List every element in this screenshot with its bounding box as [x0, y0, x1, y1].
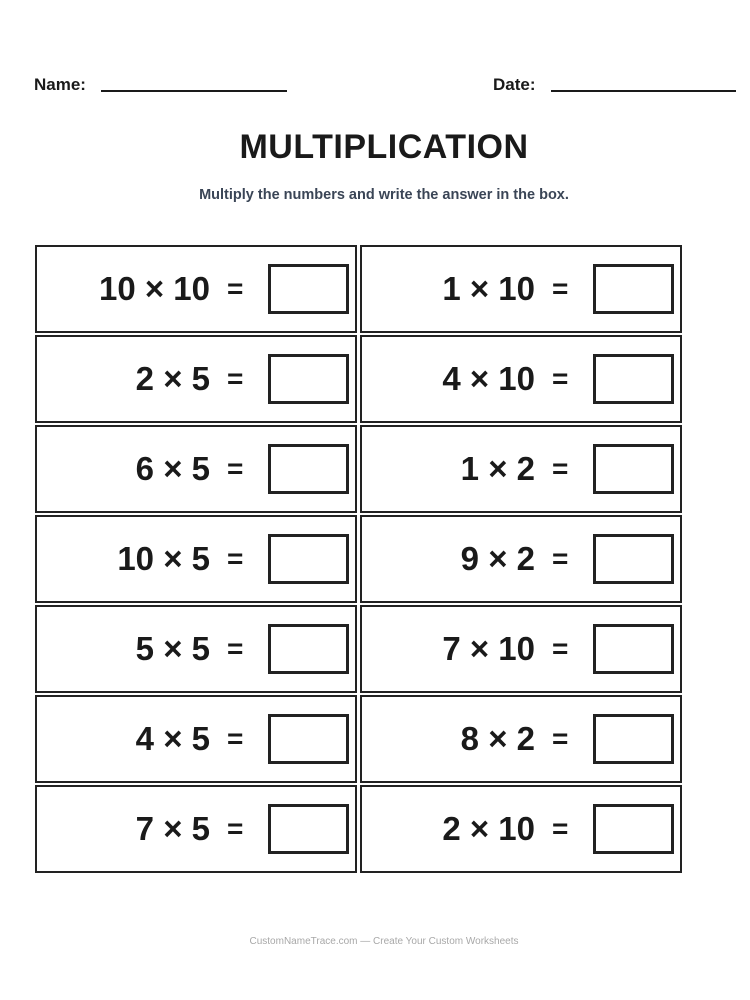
equals-sign: = — [227, 633, 244, 664]
equals-sign: = — [227, 363, 244, 394]
answer-box[interactable] — [593, 714, 674, 764]
problem-expression: 2 × 10 — [442, 810, 535, 847]
answer-box[interactable] — [593, 534, 674, 584]
problem-expression: 6 × 5 — [135, 450, 210, 487]
problem-cell — [360, 695, 682, 783]
equals-sign: = — [552, 723, 569, 754]
answer-box[interactable] — [268, 804, 349, 854]
answer-box[interactable] — [593, 624, 674, 674]
problem-expression: 5 × 5 — [135, 630, 210, 667]
problem-cell — [360, 515, 682, 603]
date-label: Date: — [493, 75, 536, 94]
equals-sign: = — [552, 633, 569, 664]
answer-box[interactable] — [593, 804, 674, 854]
page-title: MULTIPLICATION — [239, 128, 529, 166]
problem-cell — [35, 245, 357, 333]
answer-box[interactable] — [268, 534, 349, 584]
answer-box[interactable] — [593, 354, 674, 404]
problem-expression: 4 × 10 — [442, 360, 535, 397]
problem-expression: 2 × 5 — [135, 360, 210, 397]
problem-expression: 7 × 10 — [442, 630, 535, 667]
problem-grid — [35, 245, 682, 873]
equals-sign: = — [552, 453, 569, 484]
problem-cell — [35, 785, 357, 873]
equals-sign: = — [227, 813, 244, 844]
answer-box[interactable] — [268, 264, 349, 314]
equals-sign: = — [552, 273, 569, 304]
answer-box[interactable] — [593, 444, 674, 494]
problem-expression: 1 × 2 — [460, 450, 535, 487]
equals-sign: = — [552, 363, 569, 394]
equals-sign: = — [552, 813, 569, 844]
name-field[interactable] — [101, 90, 287, 92]
equals-sign: = — [552, 543, 569, 574]
problem-cell — [35, 425, 357, 513]
problem-expression: 8 × 2 — [460, 720, 535, 757]
problem-expression: 7 × 5 — [135, 810, 210, 847]
answer-box[interactable] — [593, 264, 674, 314]
problem-cell — [35, 335, 357, 423]
problem-expression: 4 × 5 — [135, 720, 210, 757]
instructions-text: Multiply the numbers and write the answer in the box. — [199, 187, 569, 203]
problem-cell — [35, 695, 357, 783]
answer-box[interactable] — [268, 714, 349, 764]
equals-sign: = — [227, 453, 244, 484]
problem-expression: 9 × 2 — [460, 540, 535, 577]
problem-expression: 10 × 5 — [117, 540, 210, 577]
problem-cell — [360, 785, 682, 873]
problem-expression: 10 × 10 — [98, 270, 210, 307]
date-field[interactable] — [551, 90, 736, 92]
name-label: Name: — [34, 75, 86, 94]
problem-cell — [35, 605, 357, 693]
answer-box[interactable] — [268, 624, 349, 674]
answer-box[interactable] — [268, 444, 349, 494]
problem-expression: 1 × 10 — [442, 270, 535, 307]
problem-cell — [360, 335, 682, 423]
equals-sign: = — [227, 543, 244, 574]
problem-cell — [360, 605, 682, 693]
problem-cell — [360, 425, 682, 513]
answer-box[interactable] — [268, 354, 349, 404]
equals-sign: = — [227, 273, 244, 304]
footer-credit: CustomNameTrace.com — Create Your Custom Worksheets — [249, 936, 519, 947]
problem-cell — [35, 515, 357, 603]
equals-sign: = — [227, 723, 244, 754]
problem-cell — [360, 245, 682, 333]
